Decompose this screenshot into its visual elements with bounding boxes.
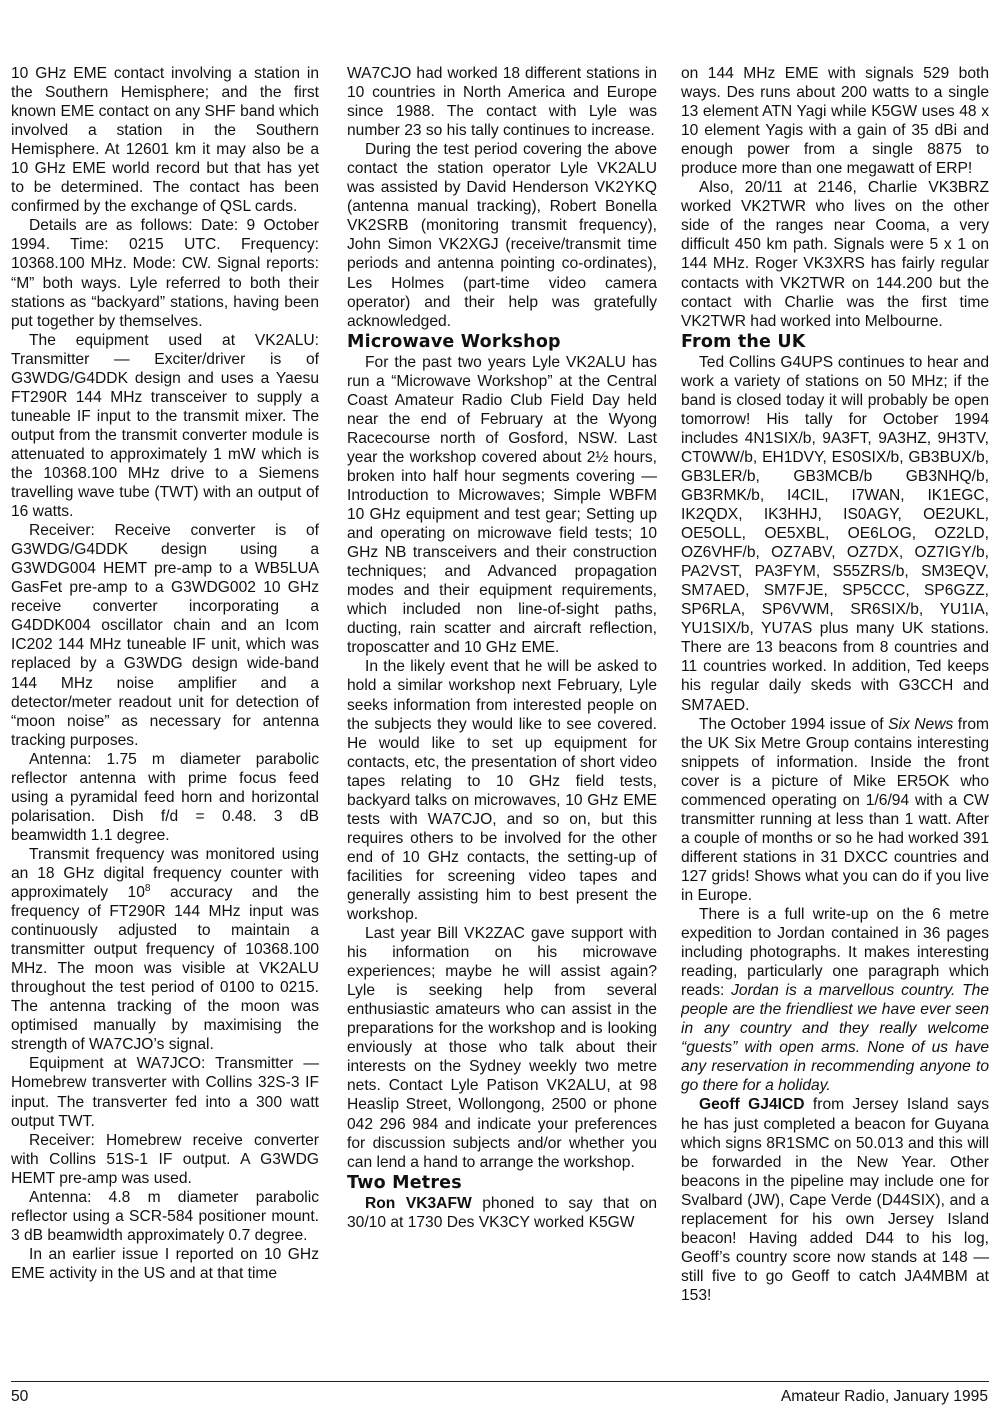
column-1 — [11, 64, 319, 1364]
paragraph: Antenna: 4.8 m diameter parabolic reflector using a SCR-584 positioner mount. 3 dB beamwidth approximately 0.7 degree. — [11, 1188, 319, 1244]
text-run: accuracy and the frequency of FT290R 144 MHz input was continuously adjusted to maintain a transmitter output frequency of 10368.100 MHz. The moon was visible at VK2ALU throughout the test period of 0100 to 0215. The antenna tracking of the moon was optimised manually by maximising the strength of WA7CJO’s signal. — [11, 884, 319, 1054]
paragraph: Last year Bill VK2ZAC gave support with his information on his microwave experiences; maybe he will assist again? Lyle is seeking help from several enthusiastic amateurs who can assist in the preparations for the workshop and is looking enviously at those who talk about their interests on the Sydney weekly two metre nets. Contact Lyle Patison VK2ALU, at 98 Heaslip Street, Wollongong, 2500 or phone 042 296 984 and indicate your preferences for discussion subjects and/or whether you can lend a hand to arrange the workshop. — [347, 925, 657, 1171]
callsign-lead: Ron VK3AFW — [365, 1194, 472, 1212]
paragraph — [681, 1095, 989, 1305]
paragraph — [681, 905, 989, 1095]
paragraph: During the test period covering the above contact the station operator Lyle VK2ALU was assisted by David Henderson VK2YKQ (antenna manual tracking), Robert Bonella VK2SRB (monitoring transmit frequency), John Simon VK2XGJ (receive/transmit time periods and antenna pointing co-ordinates), Les Holmes (part-time video camera operator) and their help was gratefully acknowledged. — [347, 141, 657, 330]
paragraph — [11, 845, 319, 1055]
column-3 — [681, 64, 989, 1364]
superscript: 8 — [144, 882, 151, 894]
footer-divider — [11, 1381, 989, 1382]
paragraph: on 144 MHz EME with signals 529 both ways. Des runs about 200 watts to a single 13 element ATN Yagi while K5GW uses 48 x 10 element Yagis with a gain of 35 dBi and enough power from a single 8875 to produce more than one megawatt of ERP! — [681, 65, 989, 178]
paragraph — [681, 715, 989, 905]
text-run: from Jersey Island says he has just completed a beacon for Guyana which signs 8R1SMC on 50.013 and this will be forwarded in the New Year. Other beacons in the pipeline may include one for Svalbard (JW), Cape Verde (D44SIX), and a replacement for his own Jersey Island beacon! Having added D44 to his log, Geoff’s country score now stands at 148 — still five to go Geoff to catch JA4MBM at 153! — [681, 1096, 989, 1304]
paragraph — [347, 1194, 657, 1232]
paragraph: Receiver: Receive converter is of G3WDG/G4DDK design using a G3WDG004 HEMT pre-amp to a WB5LUA GasFet pre-amp to a G3WDG002 10 GHz receive converter incorporating a G4DDK004 oscillator chain and an Icom IC202 144 MHz tuneable IF unit, which was replaced by a G3WDG design wide-band 144 MHz noise amplifier and a detector/meter readout unit for detection of “moon noise” as necessary for antenna tracking purposes. — [11, 522, 319, 749]
callsign-lead: Geoff GJ4ICD — [699, 1096, 805, 1114]
paragraph: Equipment at WA7JCO: Transmitter — Homebrew transverter with Collins 32S-3 IF input. The transverter fed into a 300 watt output TWT. — [11, 1055, 319, 1130]
text-run: The October 1994 issue of — [699, 715, 889, 733]
section-heading: Microwave Workshop — [347, 331, 561, 352]
italic-run: Six News — [888, 715, 954, 733]
paragraph: Receiver: Homebrew receive converter with Collins 51S-1 IF output. A G3WDG HEMT pre-amp was used. — [11, 1131, 319, 1187]
paragraph: The equipment used at VK2ALU: Transmitter — Exciter/driver is of G3WDG/G4DDK design and uses a Yaesu FT290R 144 MHz transceiver to supply a tuneable IF input to the transmit mixer. The output from the transmit converter module is attenuated to approximately 1 mW which is the 10368.100 MHz drive to a Siemens travelling wave tube (TWT) with an output of 16 watts. — [11, 331, 319, 521]
paragraph: For the past two years Lyle VK2ALU has run a “Microwave Workshop” at the Central Coast Amateur Radio Club Field Day held near the end of February at the Wyong Racecourse north of Gosford, NSW. Last year the workshop covered about 2½ hours, broken into half hour segments covering — Introduction to Microwaves; Simple WBFM 10 GHz equipment and test gear; Setting up and operating on microwave field tests; 10 GHz NB transceivers and their construction techniques; and Advanced propagation modes and their equipment requirements, which included non line-of-sight paths, ducting, rain scatter and aircraft reflection, troposcatter and 10 GHz EME. — [347, 353, 657, 657]
paragraph: 10 GHz EME contact involving a station in the Southern Hemisphere; and the first known EME contact on any SHF band which involved a station in the Southern Hemisphere. At 12601 km it may also be a 10 GHz EME world record but that has yet to be determined. The contact has been confirmed by the exchange of QSL cards. — [11, 65, 319, 216]
section-heading: From the UK — [681, 331, 806, 352]
paragraph: Antenna: 1.75 m diameter parabolic reflector antenna with prime focus feed using a pyramidal feed horn and horizontal polarisation. Dish f/d = 0.48. 3 dB beamwidth 1.1 degree. — [11, 750, 319, 844]
page-number: 50 — [11, 1388, 29, 1405]
text-run: Transmit frequency was monitored using an 18 GHz digital frequency counter with approximately 10 — [11, 845, 319, 902]
paragraph: Details are as follows: Date: 9 October 1994. Time: 0215 UTC. Frequency: 10368.100 MHz. Mode: CW. Signal reports: “M” both ways. Lyle referred to both their stations as “backyard” stations, having been put together by themselves. — [11, 217, 319, 330]
paragraph: Also, 20/11 at 2146, Charlie VK3BRZ worked VK2TWR who lives on the other side of the ranges near Cooma, a very difficult 450 km path. Signals were 5 x 1 on 144 MHz. Roger VK3XRS has fairly regular contacts with VK2TWR on 144.200 but the contact with Charlie was the first time VK2TWR had worked into Melbourne. — [681, 179, 989, 330]
text-run: There is a full write-up on the 6 metre expedition to Jordan contained in 36 pages including photographs. It makes interesting reading, particularly one paragraph which reads: — [681, 906, 989, 1000]
paragraph: Ted Collins G4UPS continues to hear and work a variety of stations on 50 MHz; if the band is closed today it will probably be open tomorrow! His tally for October 1994 includes 4N1SIX/b, 9A3FT, 9A3HZ, 9H3TV, CT0WW/b, EH1DVY, ES0SIX/b, GB3BUX/b, GB3LER/b, GB3MCB/b GB3NHQ/b, GB3RMK/b, I4CIL, I7WAN, IK1EGC, IK2QDX, IK3HHJ, IS0AGY, OE2UKL, OE5OLL, OE5XBL, OE6LOG, OZ2LD, OZ6VHF/b, OZ7ABV, OZ7DX, OZ7IGY/b, PA2VST, PA3FYM, S55ZRS/b, SM3EQV, SM7AED, SM7FJE, SP5CCC, SP6GZZ, SP6RLA, SP6VWM, SR6SIX/b, YU1IA, YU1SIX/b, YU7AS plus many UK stations. There are 13 beacons from 8 countries and 11 countries worked. In addition, Ted keeps his regular daily skeds with G3CCH and SM7AED. — [681, 353, 989, 714]
italic-run: Jordan is a marvellous country. The people are the friendliest we have ever seen in any country and they really welcome “guests” with open arms. None of us have any reservation in recommending anyone to go there for a holiday. — [681, 982, 989, 1095]
publication-footer: Amateur Radio, January 1995 — [780, 1388, 988, 1405]
paragraph: WA7CJO had worked 18 different stations in 10 countries in North America and Europe since 1988. The contact with Lyle was number 23 so his tally continues to increase. — [347, 65, 657, 140]
paragraph: In an earlier issue I reported on 10 GHz EME activity in the US and at that time — [11, 1245, 319, 1282]
paragraph: In the likely event that he will be asked to hold a similar workshop next February, Lyle seeks information from interested people on the subjects they would like to see covered. He would like to set up equipment for contacts, etc, the presentation of short video tapes relating to 10 GHz field tests, backyard talks on microwaves, 10 GHz EME tests with WA7CJO, and so on, but this requires others to be involved for the other end of 10 GHz contacts, the setting-up of facilities for screening video tapes and generally assisting him to best present the workshop. — [347, 658, 657, 924]
text-run: phoned to say that on 30/10 at 1730 Des VK3CY worked K5GW — [347, 1194, 657, 1231]
section-heading: Two Metres — [347, 1172, 462, 1193]
text-run: from the UK Six Metre Group contains interesting snippets of information. Inside the front cover is a picture of Mike ER5OK who commenced operating on 1/6/94 with a CW transmitter running at less than 1 watt. After a couple of months or so he had worked 391 different stations in 31 DXCC countries and 127 grids! Shows what you can do if you live in Europe. — [681, 715, 989, 904]
column-2 — [347, 64, 657, 1364]
